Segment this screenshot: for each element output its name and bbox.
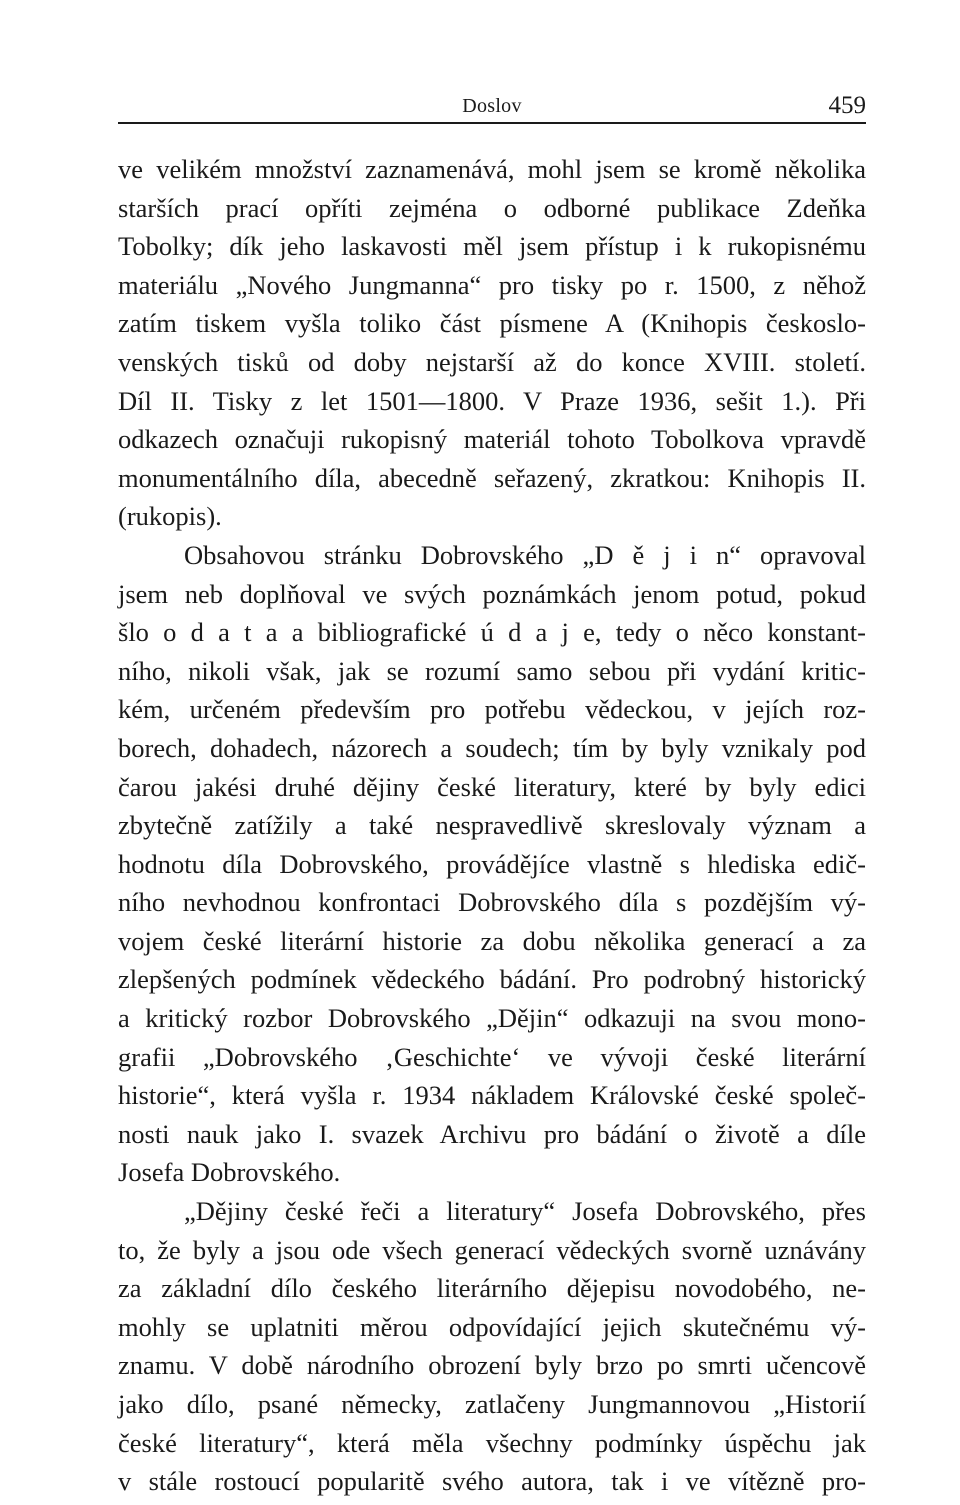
paragraph-end-line: Josefa Dobrovského. xyxy=(118,1157,341,1188)
text-line: čarou jakési druhé dějiny české literatury, které by byly edici xyxy=(118,771,866,802)
text-line: historie“, která vyšla r. 1934 nákladem Královské české společ- xyxy=(118,1080,866,1111)
paragraph-start-line: Obsahovou stránku Dobrovského „D ě j i n“ opravoval xyxy=(184,539,866,570)
text-line: ního nevhodnou konfrontaci Dobrovského díla s pozdějším vý- xyxy=(118,887,866,918)
text-line: borech, dohadech, názorech a soudech; tím by byly vznikaly pod xyxy=(118,732,866,763)
text-line: grafii „Dobrovského ‚Geschichte‘ ve vývoji české literární xyxy=(118,1041,866,1072)
text-line: materiálu „Nového Jungmanna“ pro tisky po r. 1500, z něhož xyxy=(118,269,866,300)
text-line: Díl II. Tisky z let 1501—1800. V Praze 1936, sešit 1.). Při xyxy=(118,385,866,416)
text-line: v stále rostoucí popularitě svého autora, tak i ve vítězně pro- xyxy=(118,1466,866,1497)
text-line: zatím tiskem vyšla toliko část písmene A (Knihopis českoslo- xyxy=(118,308,866,339)
text-line: to, že byly a jsou ode všech generací vědeckých svorně uznávány xyxy=(118,1234,866,1265)
text-line: jsem neb doplňoval ve svých poznámkách jenom potud, pokud xyxy=(118,578,866,609)
text-line: jako dílo, psané německy, zatlačeny Jungmannovou „Historií xyxy=(118,1389,866,1419)
text-line: nosti nauk jako I. svazek Archivu pro bádání o životě a díle xyxy=(118,1118,866,1149)
text-line: ve velikém množství zaznamenává, mohl jsem se kromě několika xyxy=(118,154,866,184)
text-line: a kritický rozbor Dobrovského „Dějin“ odkazuji na svou mono- xyxy=(118,1003,866,1034)
text-line: vojem české literární historie za dobu několika generací a za xyxy=(118,925,866,956)
text-line: šlo o d a t a a bibliografické ú d a j e, tedy o něco konstant- xyxy=(118,617,866,648)
text-line: české literatury“, která měla všechny podmínky úspěchu jak xyxy=(118,1427,866,1458)
text-line: zbytečně zatížily a také nespravedlivě skreslovaly význam a xyxy=(118,810,866,841)
text-line: Tobolky; dík jeho laskavosti měl jsem přístup i k rukopisnému xyxy=(118,231,866,262)
text-line: hodnotu díla Dobrovského, provádějíce vlastně s hlediska edič- xyxy=(118,848,866,879)
running-title: Doslov xyxy=(462,95,522,117)
paragraph-end-line: (rukopis). xyxy=(118,501,222,532)
text-line: za základní dílo českého literárního dějepisu novodobého, ne- xyxy=(118,1273,866,1304)
text-line: starších prací opříti zejména o odborné publikace Zdeňka xyxy=(118,192,866,223)
book-page xyxy=(118,0,866,1505)
text-line: monumentálního díla, abecedně seřazený, zkratkou: Knihopis II. xyxy=(118,462,866,493)
text-line: venských tisků od doby nejstarší až do konce XVIII. století. xyxy=(118,346,866,377)
text-line: odkazech označuji rukopisný materiál tohoto Tobolkova vpravdě xyxy=(118,424,866,455)
text-line: mohly se uplatniti měrou odpovídající jejich skutečnému vý- xyxy=(118,1311,866,1342)
text-line: znamu. V době národního obrození byly brzo po smrti učencově xyxy=(118,1350,866,1381)
text-line: zlepšených podmínek vědeckého bádání. Pro podrobný historický xyxy=(118,964,866,995)
body-text xyxy=(118,150,866,1501)
text-line: ního, nikoli však, jak se rozumí samo sebou při vydání kritic- xyxy=(118,655,866,686)
running-header xyxy=(118,92,866,124)
text-line: kém, určeném především pro potřebu vědeckou, v jejích roz- xyxy=(118,694,866,725)
page-number: 459 xyxy=(828,92,866,119)
paragraph-start-line: „Dějiny české řeči a literatury“ Josefa Dobrovského, přes xyxy=(184,1196,866,1227)
